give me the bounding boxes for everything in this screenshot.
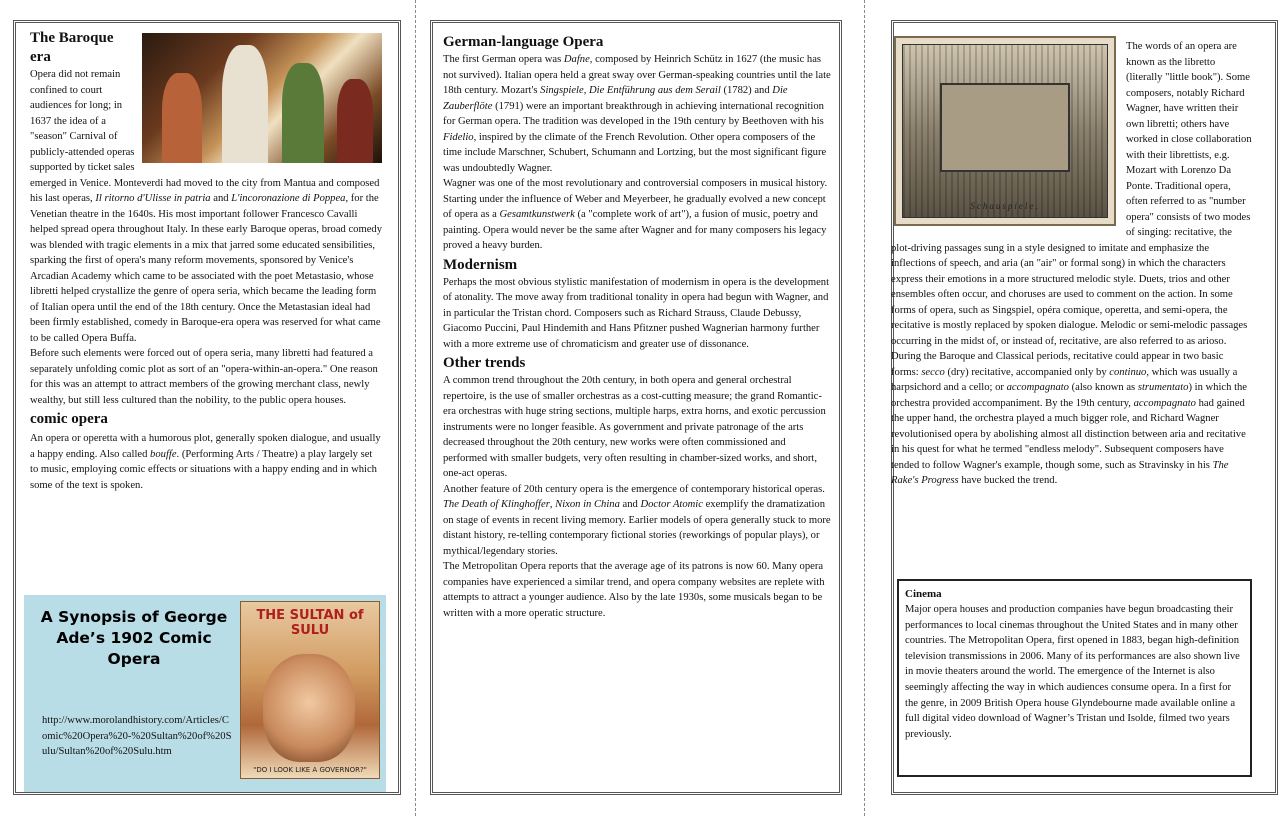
trends-paragraph-1: A common trend throughout the 20th century, in both opera and general orchestral repertoire, is the use of smaller orchestras as a cost-cutting measure; the grand Romantic-era orchestras with huge string sections, multiple harps, extra horns, and exotic percussion instruments were no longer feasible. As government and private patronage of the arts decreased throughout the 20th century, new works were often commissioned and performed with smaller budgets, very often resulting in chamber-sized works, and short, one-act operas. — [443, 375, 826, 479]
middle-panel-content — [443, 33, 831, 621]
fold-line-right — [864, 0, 865, 816]
other-trends-heading: Other trends — [443, 355, 526, 371]
comic-opera-heading: comic opera — [30, 411, 108, 427]
german-opera-heading: German-language Opera — [443, 34, 604, 50]
cinema-box — [897, 579, 1252, 777]
photo-figure — [282, 63, 324, 163]
photo-figure — [337, 79, 373, 163]
right-panel-content — [891, 39, 1253, 489]
left-panel-content — [30, 29, 382, 493]
fold-line-left — [415, 0, 416, 816]
trends-paragraph-3: The Metropolitan Opera reports that the average age of its patrons is now 60. Many opera companies have experienced a similar trend, and opera company websites are replete with attempts to attract a younger audience. Also by the late 1930s, some musicals began to be written with a more operatic structure. — [443, 561, 825, 619]
engraving-image — [902, 44, 1108, 218]
sultan-of-sulu-poster — [240, 601, 380, 779]
engraving-stage — [940, 83, 1071, 172]
baroque-stage-photo — [142, 33, 382, 163]
libretto-paragraph: The words of an opera are known as the libretto (literally "little book"). Some composers, notably Richard Wagner, have written their own libretti; others have worked in close collaboration with their librettists, e.g. Mozart with Lorenzo Da Ponte. Traditional opera, often referred to as "number opera" consists of two modes of singing: recitative, the plot-driving passages sung in a style designed to imitate and emphasize the inflections of speech, and aria (an "air" or formal song) in which the characters express their emotions in a more structured melodic style. Duets, trios and other ensembles often occur, and choruses are used to comment on the action. In some forms of opera, such as Singspiel, opéra comique, operetta, and semi-opera, the recitative is mostly replaced by spoken dialogue. Melodic or semi-melodic passages occurring in the midst of, or instead of, recitative, are also referred to as arioso. During the Baroque and Classical periods, recitative could appear in two basic forms: secco (dry) recitative, accompanied only by continuo, which was usually a harpsichord and a cello; or accompagnato (also known as strumentato) in which the orchestra provided accompaniment. By the 19th century, accompagnato had gained the upper hand, the orchestra played a much bigger role, and Richard Wagner revolutionised opera by abolishing almost all distinction between aria and recitative in his quest for what he termed "endless melody". Subsequent composers have tended to follow Wagner's example, though some, such as Stravinsky in his The Rake's Progress have bucked the trend. — [891, 41, 1252, 486]
middle-panel — [430, 20, 842, 795]
right-panel — [891, 20, 1278, 795]
photo-figure — [222, 45, 268, 163]
modernism-paragraph: Perhaps the most obvious stylistic manifestation of modernism in opera is the development of atonality. The move away from traditional tonality in opera had begun with Wagner, and in particular the Tristan chord. Composers such as Richard Strauss, Claude Debussy, Giacomo Puccini, Paul Hindemith and Hans Pfitzner pushed Wagnerian harmony further with a more extreme use of chromaticism and greater use of dissonance. — [443, 276, 830, 350]
left-panel — [13, 20, 401, 795]
photo-figure — [162, 73, 202, 163]
poster-caption: "DO I LOOK LIKE A GOVERNOR?" — [253, 766, 367, 774]
german-paragraph-1: The first German opera was Dafne, composed by Heinrich Schütz in 1627 (the music has not survived). Italian opera held a great sway over German-speaking countries until the late 18th century. Mozart's Singspiele, Die Entführung aus dem Serail (1782) and Die Zauberflöte (1791) were an important breakthrough in achieving international recognition for German opera. The tradition was developed in the 19th century by Beethoven with his Fidelio, inspired by the climate of the French Revolution. Other opera composers of the time include Marschner, Schubert, Schumann and Lortzing, but the most significant figure was undoubtedly Wagner. — [443, 54, 831, 174]
poster-title: THE SULTAN of SULU — [256, 608, 364, 638]
cinema-heading: Cinema — [905, 588, 942, 600]
poster-face — [263, 654, 355, 762]
theatre-engraving — [894, 36, 1116, 226]
baroque-heading: The Baroque era — [30, 30, 114, 65]
synopsis-box — [24, 595, 386, 792]
synopsis-link[interactable]: http://www.morolandhistory.com/Articles/Comic%20Opera%20-%20Sultan%20of%20Sulu/Sultan%20of%20Sulu.htm — [42, 715, 232, 757]
cinema-paragraph: Major opera houses and production companies have begun broadcasting their performances to local cinemas throughout the United States and in many other countries. The Metropolitan Opera, first opened in 1883, began high-definition television transmissions in 2006. Many of its performances are also shown live in movie theaters around the world. The emergence of the Internet is also seemingly affecting the way in which audiences consume opera. In a first for the genre, in 2009 British Opera house Glyndebourne made available online a full digital video download of Wagner’s Tristan und Isolde, filmed two years previously. — [905, 604, 1240, 740]
synopsis-title: A Synopsis of George Ade’s 1902 Comic Opera — [40, 608, 228, 668]
baroque-paragraph-2: Before such elements were forced out of opera seria, many libretti had featured a separately unfolding comic plot as sort of an "opera-within-an-opera." One reason for this was an attempt to attract members of the growing merchant class, newly wealthy, but still less cultured than the nobility, to the public opera houses. — [30, 348, 378, 406]
trends-paragraph-2: Another feature of 20th century opera is the emergence of contemporary historical operas. The Death of Klinghoffer, Nixon in China and Doctor Atomic exemplify the dramatization on stage of events in recent living memory. Earlier models of opera generally stuck to more distant history, re-telling contemporary fictional stories (reworkings of popular plays), or mythical/legendary stories. — [443, 483, 831, 557]
german-paragraph-2: Wagner was one of the most revolutionary and controversial composers in musical history. Starting under the influence of Weber and Meyerbeer, he gradually evolved a new concept of opera as a Gesamtkunstwerk (a "complete work of art"), a fusion of music, poetry and painting. Opera would never be the same after Wagner and for many composers his legacy proved a heavy burden. — [443, 178, 828, 251]
baroque-paragraph-1: Opera did not remain confined to court audiences for long; in 1637 the idea of a "season" Carnival of publicly-attended operas supported by ticket sales emerged in Venice. Monteverdi had moved to the city from Mantua and composed his last operas, Il ritorno d'Ulisse in patria and L'incoronazione di Poppea, for the Venetian theatre in the 1640s. His most important follower Francesco Cavalli helped spread opera throughout Italy. In these early Baroque operas, broad comedy was blended with tragic elements in a mix that jarred some educated sensibilities, sparking the first of opera's many reform movements, sponsored by Venice's Arcadian Academy which came to be associated with the poet Metastasio, whose libretti helped crystallize the genre of opera seria, which became the leading form of Italian opera until the end of the 18th century. Once the Metastasian ideal had been firmly established, comedy in Baroque-era opera was reserved for what came to be called Opera Buffa. — [30, 69, 383, 344]
engraving-label: Schauspiele. — [970, 201, 1040, 211]
comic-opera-paragraph: An opera or operetta with a humorous plot, generally spoken dialogue, and usually a happy ending. Also called bouffe. (Performing Arts / Theatre) a play largely set to music, employing comic effects or situations with a happy ending and in which some of the text is spoken. — [30, 433, 381, 491]
modernism-heading: Modernism — [443, 256, 518, 273]
